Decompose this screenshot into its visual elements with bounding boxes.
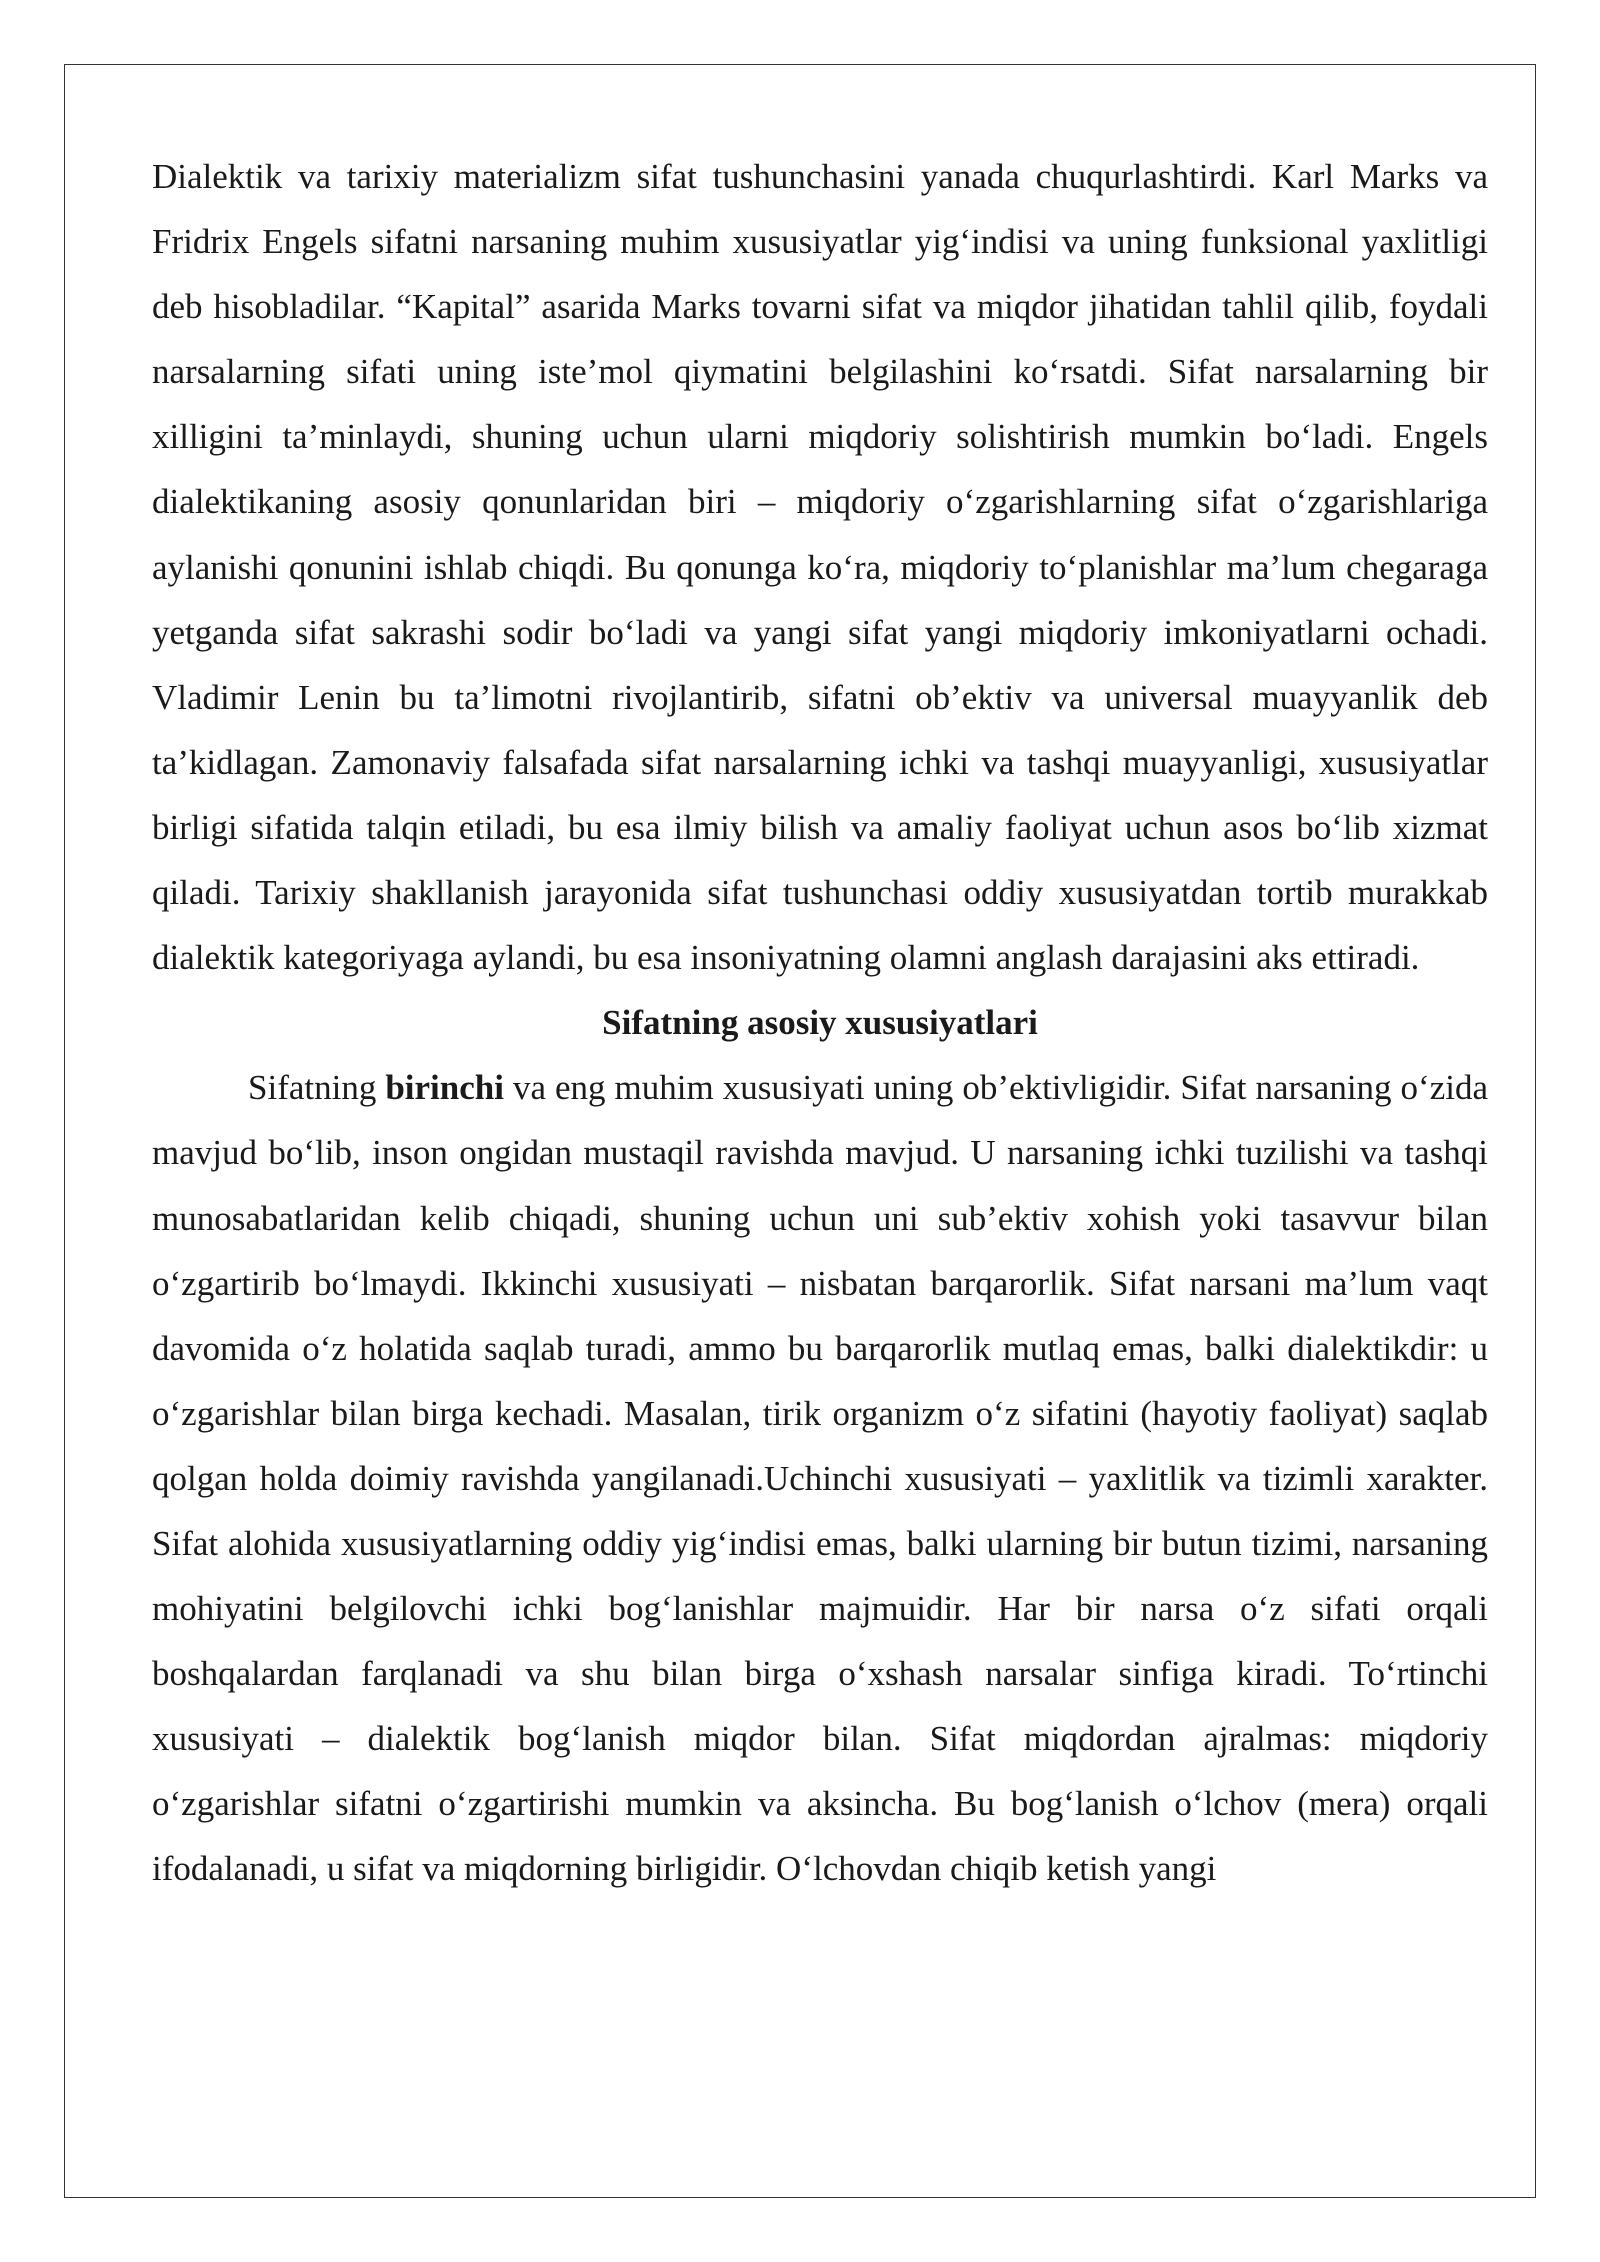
- section-heading: Sifatning asosiy xususiyatlari: [602, 1003, 1038, 1043]
- paragraph-lead-text: Sifatning: [248, 1068, 386, 1108]
- paragraph-quality-properties: [152, 1055, 1488, 1901]
- paragraph-body-text: va eng muhim xususiyati uning ob’ektivligidir. Sifat narsaning o‘zida mavjud bo‘lib, inson ongidan mustaqil ravishda mavjud. U narsaning ichki tuzilishi va tashqi munosabatlaridan kelib chiqadi, shuning uchun uni sub’ektiv xohish yoki tasavvur bilan o‘zgartirib bo‘lmaydi. Ikkinchi xususiyati – nisbatan barqarorlik. Sifat narsani ma’lum vaqt davomida o‘z holatida saqlab turadi, ammo bu barqarorlik mutlaq emas, balki dialektikdir: u o‘zgarishlar bilan birga kechadi. Masalan, tirik organizm o‘z sifatini (hayotiy faoliyat) saqlab qolgan holda doimiy ravishda yangilanadi.Uchinchi xususiyati – yaxlitlik va tizimli xarakter. Sifat alohida xususiyatlarning oddiy yig‘indisi emas, balki ularning bir butun tizimi, narsaning mohiyatini belgilovchi ichki bog‘lanishlar majmuidir. Har bir narsa o‘z sifati orqali boshqalardan farqlanadi va shu bilan birga o‘xshash narsalar sinfiga kiradi. To‘rtinchi xususiyati – dialektik bog‘lanish miqdor bilan. Sifat miqdordan ajralmas: miqdoriy o‘zgarishlar sifatni o‘zgartirishi mumkin va aksincha. Bu bog‘lanish o‘lchov (mera) orqali ifodalanadi, u sifat va miqdorning birligidir. O‘lchovdan chiqib ketish yangi: [152, 1068, 1488, 1889]
- paragraph-dialectical-materialism: Dialektik va tarixiy materializm sifat tushunchasini yanada chuqurlashtirdi. Karl Marks va Fridrix Engels sifatni narsaning muhim xususiyatlar yig‘indisi va uning funksional yaxlitligi deb hisobladilar. “Kapital” asarida Marks tovarni sifat va miqdor jihatidan tahlil qilib, foydali narsalarning sifati uning iste’mol qiymatini belgilashini ko‘rsatdi. Sifat narsalarning bir xilligini ta’minlaydi, shuning uchun ularni miqdoriy solishtirish mumkin bo‘ladi. Engels dialektikaning asosiy qonunlaridan biri – miqdoriy o‘zgarishlarning sifat o‘zgarishlariga aylanishi qonunini ishlab chiqdi. Bu qonunga ko‘ra, miqdoriy to‘planishlar ma’lum chegaraga yetganda sifat sakrashi sodir bo‘ladi va yangi sifat yangi miqdoriy imkoniyatlarni ochadi. Vladimir Lenin bu ta’limotni rivojlantirib, sifatni ob’ektiv va universal muayyanlik deb ta’kidlagan. Zamonaviy falsafada sifat narsalarning ichki va tashqi muayyanligi, xususiyatlar birligi sifatida talqin etiladi, bu esa ilmiy bilish va amaliy faoliyat uchun asos bo‘lib xizmat qiladi. Tarixiy shakllanish jarayonida sifat tushunchasi oddiy xususiyatdan tortib murakkab dialektik kategoriyaga aylandi, bu esa insoniyatning olamni anglash darajasini aks ettiradi.: [152, 157, 1488, 978]
- bold-term: birinchi: [385, 1068, 504, 1108]
- document-body: [152, 144, 1488, 1902]
